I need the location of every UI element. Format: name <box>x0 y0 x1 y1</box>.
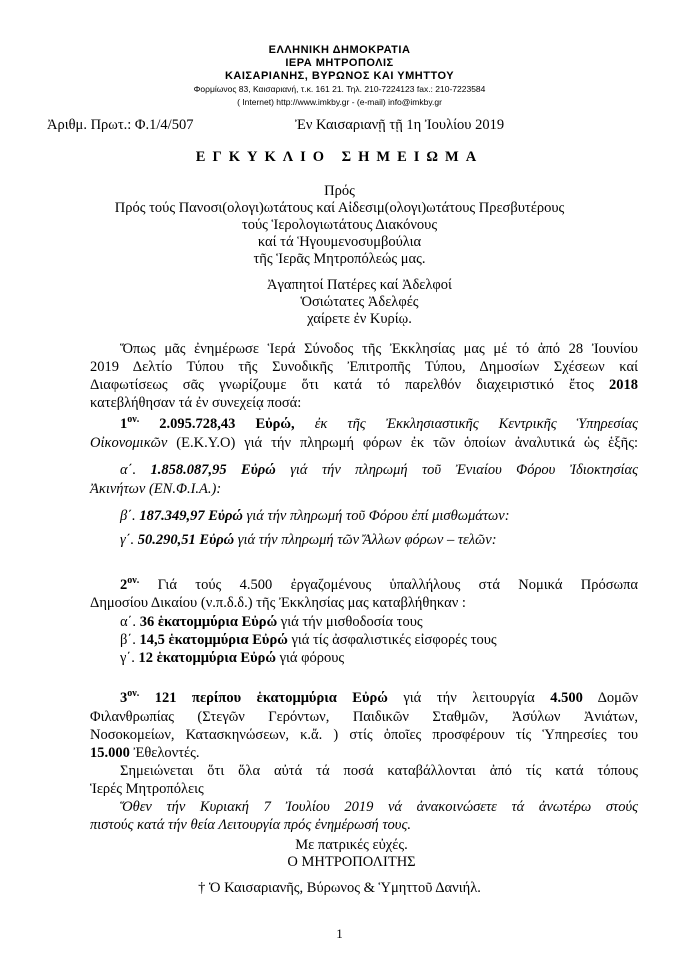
item-3-count: 4.500 <box>550 690 583 706</box>
item-3-volunteers: 15.000 <box>90 745 130 761</box>
recipients-line: καί τά Ἡγουμενοσυμβούλια <box>257 234 422 250</box>
item-1b-amount: 187.349,97 Εὐρώ <box>139 508 243 524</box>
item-1-amount: 2.095.728,43 Εὐρώ, <box>139 416 295 432</box>
item-1a-line <box>90 462 638 479</box>
recipients-line: τῆς Ἱερᾶς Μητροπόλεώς μας. <box>253 251 426 267</box>
note-line: Ἱερές Μητροπόλεις <box>90 781 204 797</box>
document-title: ΕΓΚΥΚΛΙΟ ΣΗΜΕΙΩΜΑ <box>195 149 484 165</box>
item-1b-text: γιά τήν πληρωμή τοῦ Φόρου ἐπί μισθωμάτων: <box>246 508 510 524</box>
note-line <box>90 799 638 816</box>
note-line <box>90 817 411 834</box>
intro-line <box>90 341 638 358</box>
item-3-line: Φιλανθρωπίας (Στεγῶν Γερόντων, Παιδικῶν Σταθμῶν, Ἀσύλων Ἀνιάτων, <box>90 709 638 725</box>
item-1a-line <box>90 481 221 498</box>
closing-title: Ο ΜΗΤΡΟΠΟΛΙΤΗΣ <box>287 854 416 870</box>
item-1c-letter: γ΄. <box>120 532 135 548</box>
item-1-line <box>90 435 638 452</box>
item-3-number: 3 <box>120 690 128 706</box>
recipients-line: Πρός τούς Πανοσι(ολογι)ωτάτους καί Αἰδεσιμ(ολογι)ωτάτους Πρεσβυτέρους <box>114 200 565 216</box>
note-line <box>90 763 638 780</box>
recipients-heading: Πρός <box>324 183 355 199</box>
item-1-text: Οἰκονομικῶν <box>90 435 168 451</box>
item-3-text: γιά τήν λειτουργία <box>403 690 535 706</box>
item-1-number: 1 <box>120 416 128 432</box>
item-2c-line <box>120 650 344 667</box>
item-2-text: Γιά τούς 4.500 ἐργαζομένους ὑπαλλήλους στά Νομικά Πρόσωπα <box>157 577 639 593</box>
item-2a-text: γιά τήν μισθοδοσία τους <box>280 614 423 630</box>
item-1c-text: γιά τήν πληρωμή τῶν Ἄλλων φόρων – τελῶν: <box>237 532 497 548</box>
salutation-line: χαίρετε ἐν Κυρίῳ. <box>307 311 412 327</box>
item-2-suffix: ον. <box>127 575 140 586</box>
protocol-number: Ἀριθμ. Πρωτ.: Φ.1/4/507 <box>47 117 194 133</box>
letterhead-line-2: ΙΕΡΑ ΜΗΤΡΟΠΟΛΙΣ <box>285 57 394 69</box>
item-2a-letter: α΄. <box>120 614 137 630</box>
item-1a-amount: 1.858.087,95 Εὐρώ <box>150 462 276 478</box>
note-text: Ὅθεν τήν Κυριακή 7 Ἰουλίου 2019 νά ἀνακοινώσετε τά ἀνωτέρω στούς <box>120 799 638 815</box>
item-3-text: Δομῶν <box>597 690 639 706</box>
signature-name: † Ὁ Καισαριανῆς, Βύρωνος & Ὑμηττοῦ Δανιήλ. <box>198 880 481 896</box>
item-2-number: 2 <box>120 577 128 593</box>
item-1c-line <box>120 532 497 549</box>
document-date: Ἐν Καισαριανῇ τῇ 1η Ἰουλίου 2019 <box>295 117 505 133</box>
recipients-line: τούς Ἱερολογιωτάτους Διακόνους <box>241 217 438 233</box>
item-1-suffix: ον. <box>127 414 140 425</box>
item-1a-text: γιά τήν πληρωμή τοῦ Ἐνιαίου Φόρου Ἰδιοκτησίας <box>290 462 639 478</box>
item-2c-text: γιά φόρους <box>279 650 345 666</box>
item-1-text: ἐκ τῆς Ἐκκλησιαστικῆς Κεντρικῆς Ὑπηρεσίας <box>314 416 639 432</box>
item-1b-line <box>120 508 510 525</box>
item-3-amount: 121 περίπου ἑκατομμύρια Εὐρώ <box>154 690 388 706</box>
item-1a-text: Ἀκινήτων (ΕΝ.Φ.Ι.Α.): <box>90 481 222 497</box>
letterhead-web: ( Internet) http://www.imkby.gr - (e-mail) info@imkby.gr <box>237 97 442 107</box>
item-1-text: (Ε.Κ.Υ.Ο) γιά τήν πληρωμή φόρων ἐκ τῶν ὁποίων ἀναλυτικά ὡς ἑξῆς: <box>176 435 638 451</box>
item-2c-letter: γ΄. <box>120 650 135 666</box>
intro-line <box>90 377 638 394</box>
item-2c-amount: 12 ἑκατομμύρια Εὐρώ <box>138 650 276 666</box>
item-3-suffix: ον. <box>127 688 140 699</box>
item-2-line: Δημοσίου Δικαίου (ν.π.δ.δ.) τῆς Ἐκκλησίας μας καταβλήθηκαν : <box>90 595 466 611</box>
item-2a-amount: 36 ἑκατομμύρια Εὐρώ <box>139 614 278 630</box>
item-2b-letter: β΄. <box>120 632 136 648</box>
item-3-line <box>90 745 200 762</box>
item-1c-amount: 50.290,51 Εὐρώ <box>137 532 235 548</box>
item-2b-text: γιά τίς ἀσφαλιστικές εἰσφορές τους <box>291 632 497 648</box>
item-2-line <box>90 577 638 594</box>
closing-greeting: Με πατρικές εὐχές. <box>295 837 408 853</box>
intro-year: 2018 <box>609 377 639 393</box>
note-text: πιστούς κατά τήν θεία Λειτουργία πρός ἐνημέρωσή τους. <box>90 817 411 833</box>
item-1a-letter: α΄. <box>120 462 137 478</box>
salutation-line: Ὁσιώτατες Ἀδελφές <box>300 294 419 310</box>
item-2a-line <box>120 614 423 631</box>
item-3-text: Ἐθελοντές. <box>133 745 200 761</box>
letterhead-address: Φορμίωνος 83, Καισαριανή, τ.κ. 161 21. Τηλ. 210-7224123 fax.: 210-7223584 <box>193 84 486 94</box>
item-1b-letter: β΄. <box>120 508 136 524</box>
item-2b-line <box>120 632 497 649</box>
item-2b-amount: 14,5 ἑκατομμύρια Εὐρώ <box>139 632 288 648</box>
intro-line: κατεβλήθησαν τά ἐν συνεχείᾳ ποσά: <box>90 395 302 411</box>
letterhead-line-1: ΕΛΛΗΝΙΚΗ ΔΗΜΟΚΡΑΤΙΑ <box>268 44 411 56</box>
letterhead-line-3: ΚΑΙΣΑΡΙΑΝΗΣ, ΒΥΡΩΝΟΣ ΚΑΙ ΥΜΗΤΤΟΥ <box>224 70 455 82</box>
intro-text: Διαφωτίσεως σᾶς γνωρίζουμε ὅτι κατά τό παρελθόν διαχειριστικό ἔτος <box>90 377 594 393</box>
item-1-line <box>90 416 638 433</box>
page-number: 1 <box>336 926 343 941</box>
salutation-line: Ἀγαπητοί Πατέρες καί Ἀδελφοί <box>267 277 452 293</box>
item-3-line: Νοσοκομείων, Κατασκηνώσεων, κ.ἄ. ) στίς ὁποῖες προσφέρουν τίς Ὑπηρεσίες του <box>90 727 638 743</box>
item-3-line <box>90 690 638 707</box>
intro-line: 2019 Δελτίο Τύπου τῆς Συνοδικῆς Ἐπιτροπῆς Τύπου, Δημοσίων Σχέσεων καί <box>90 359 638 375</box>
intro-text: Ὅπως μᾶς ἐνημέρωσε Ἱερά Σύνοδος τῆς Ἐκκλησίας μας μέ τό ἀπό 28 Ἰουνίου <box>120 341 638 357</box>
note-text: Σημειώνεται ὅτι ὅλα αὐτά τά ποσά καταβάλλονται ἀπό τίς κατά τόπους <box>120 763 638 779</box>
